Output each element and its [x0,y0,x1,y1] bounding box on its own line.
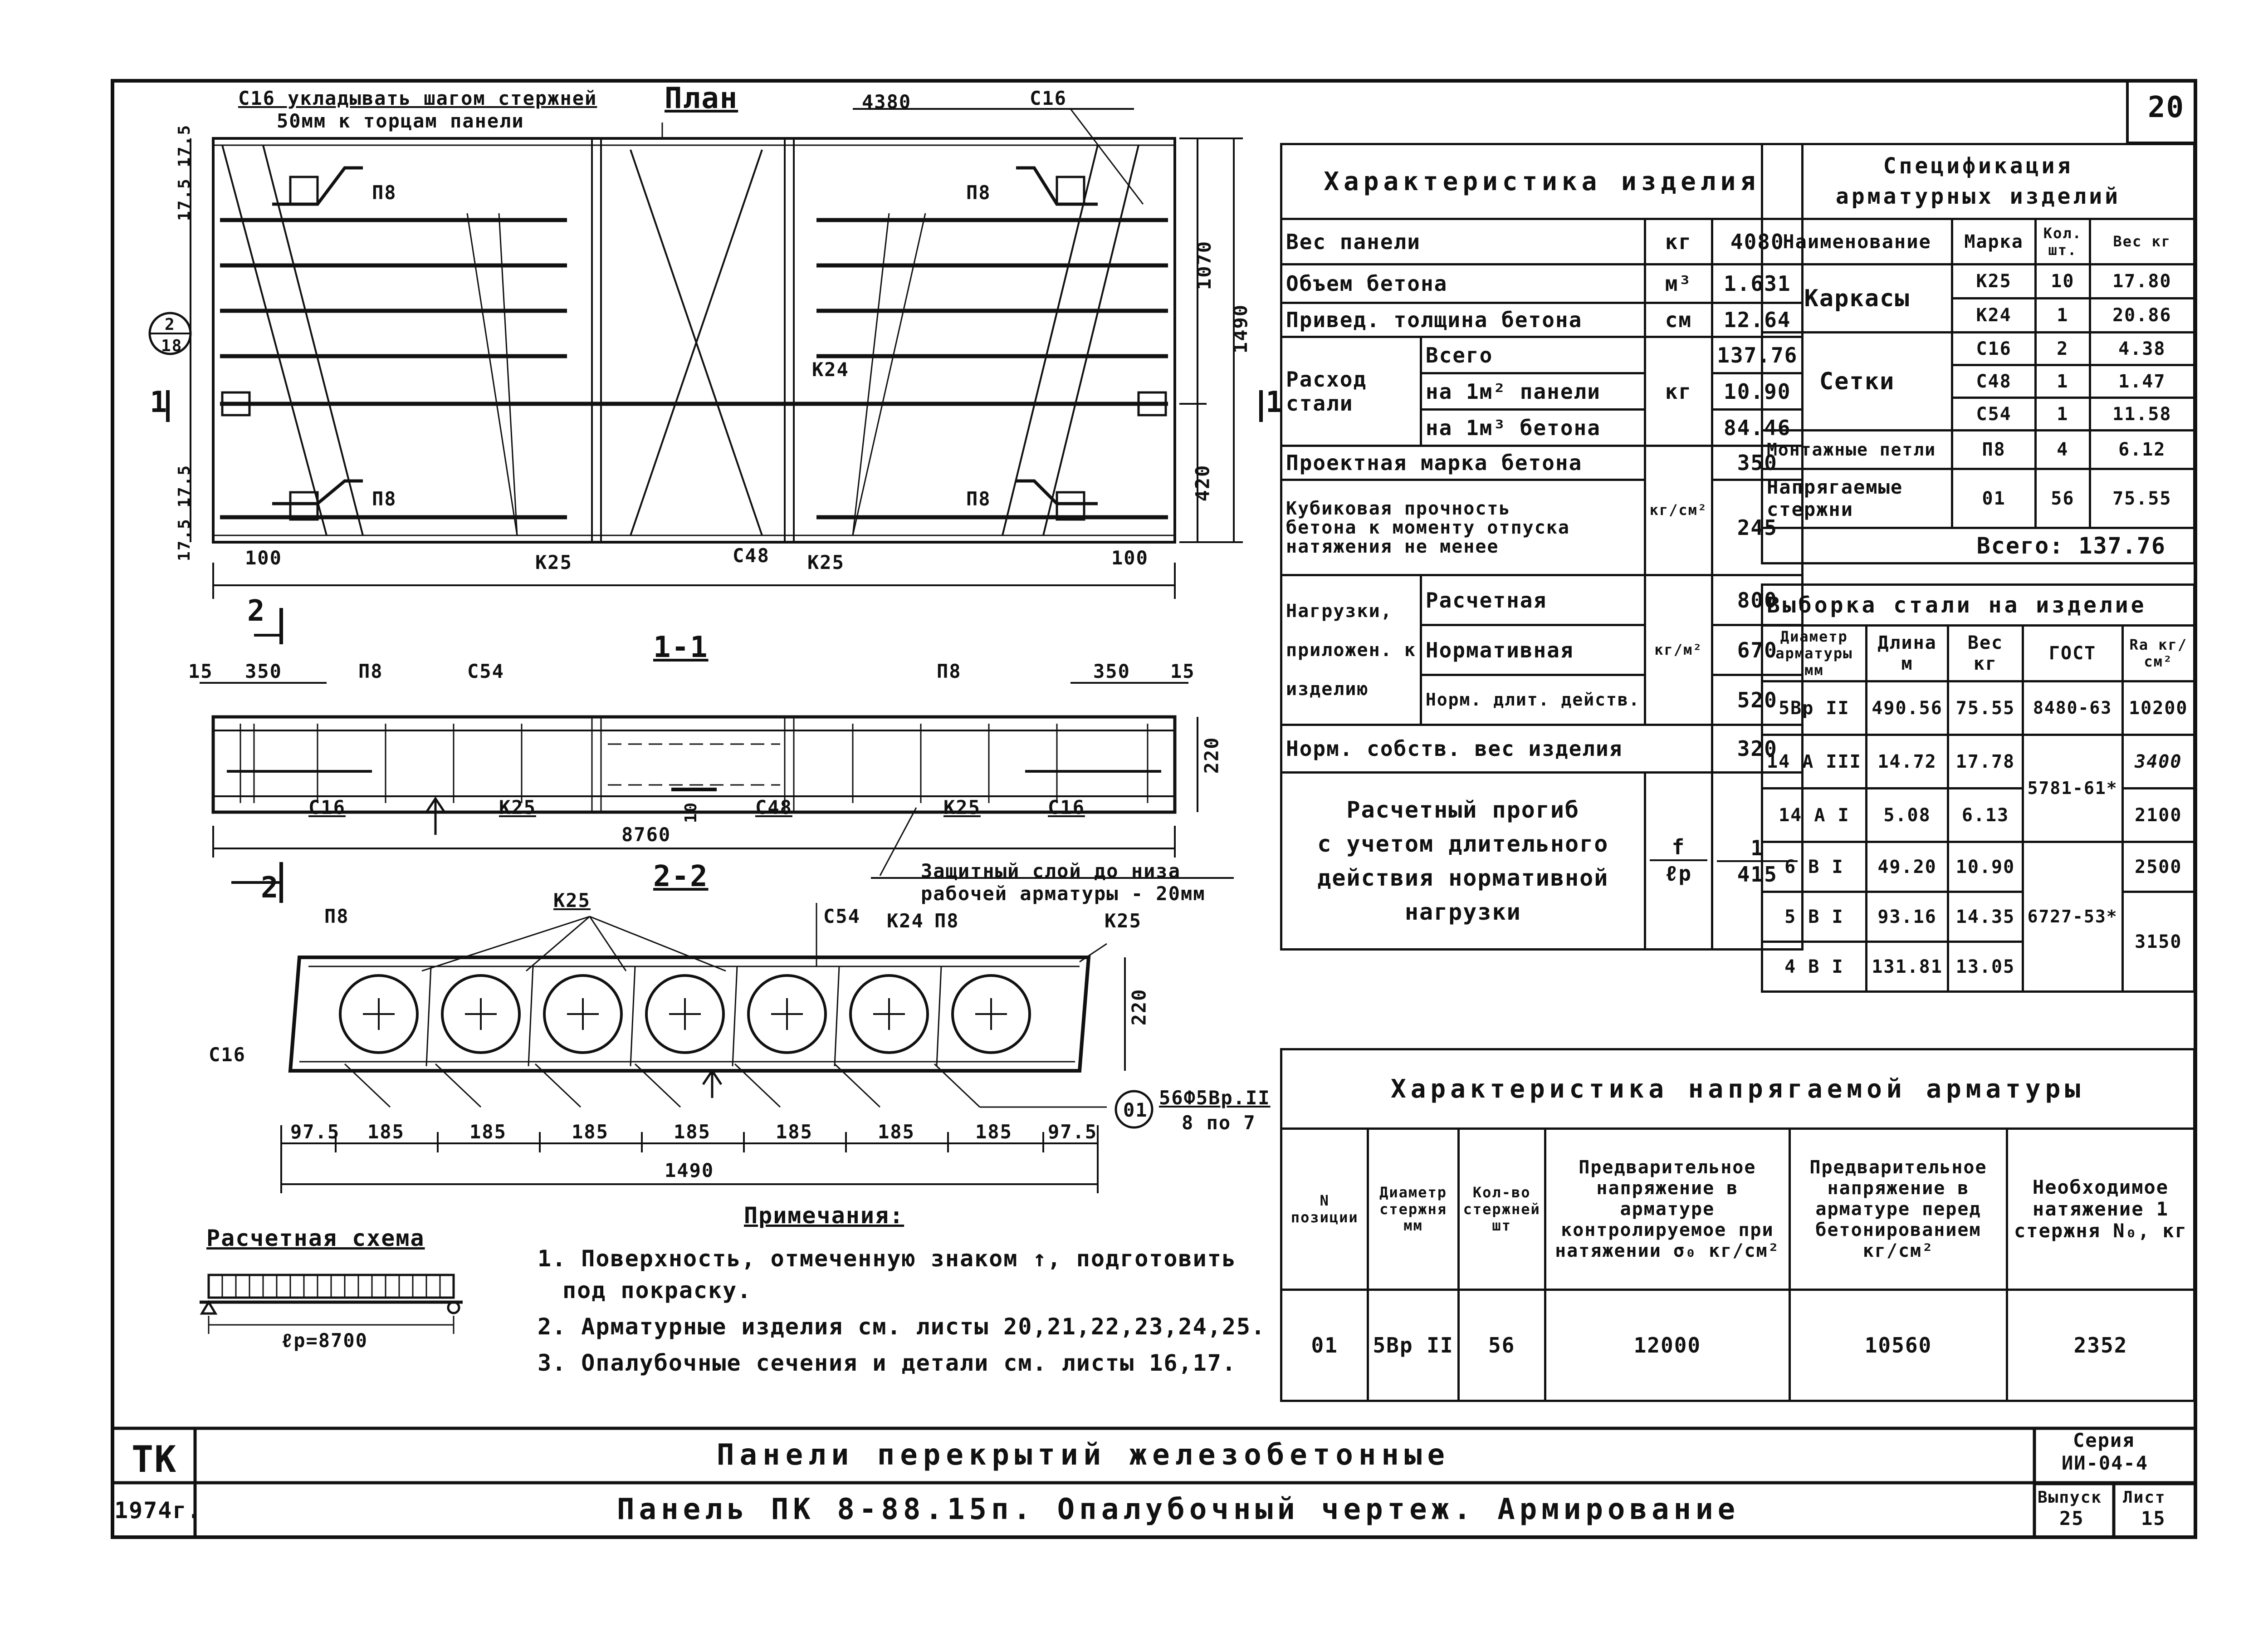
props-thick-label: Привед. толщина бетона [1281,303,1645,337]
plan-dim-left-bottom: 17.5 17.5 [175,464,194,562]
props-steel-row-2-value: 84.46 [1712,410,1803,446]
sec11-dim-10: 10 [682,801,701,823]
sec11-dim-350-left: 350 [245,660,282,682]
sample-row-4-len: 93.16 [1866,892,1948,942]
sec22-spacing-7: 185 [975,1121,1012,1143]
props-defl-label-3: действия нормативной [1317,864,1609,891]
plan-dim-1490: 1490 [1229,304,1252,354]
plan-dim-100-right: 100 [1111,547,1149,569]
sample-row-5-dia: 4 В I [1762,942,1867,992]
sample-head-gost: ГОСТ [2023,626,2122,681]
spec-head-qty: Кол. шт. [2036,219,2090,265]
props-defl-label-1: Расчетный прогиб [1346,796,1580,823]
sample-row-0-ra: 10200 [2122,681,2194,735]
sample-row-5-ra: 3150 [2122,892,2194,992]
sec11-dim-220: 220 [1200,736,1223,774]
sec22-spacing-0: 97.5 [290,1121,340,1143]
notes-item-3: 3. Опалубочные сечения и детали см. листы 16,17. [538,1350,1237,1376]
spec-head-mark: Марка [1952,219,2036,265]
title-series-label: Серия [2073,1429,2135,1451]
title-series-value: ИИ-04-4 [2062,1452,2149,1474]
props-load-row-1-label: Нормативная [1421,625,1645,675]
props-strength-value: 245 [1712,480,1803,575]
props-thick-unit: см [1645,303,1712,337]
prestress-control: 12000 [1545,1290,1789,1401]
spec-total: Всего: 137.76 [1762,528,2195,564]
props-strength-label-1: Кубиковая прочность [1286,498,1511,519]
sec22-p8-right: П8 [934,910,959,932]
spec-group-3-name: Напрягаемые стержни [1762,469,1952,528]
prestress-head-count: Кол-во стержней шт [1458,1129,1545,1290]
spec-row-01-mark: 01 [1952,469,2036,528]
page-number: 20 [2148,91,2185,124]
plan-k25-right: К25 [807,551,845,573]
sec22-k25-top: К25 [553,889,591,912]
sample-row-3-ra: 2500 [2122,842,2194,892]
sec22-k25-right: К25 [1105,910,1142,932]
sample-row-0-len: 490.56 [1866,681,1948,735]
spec-row-k24-qty: 1 [2036,299,2090,333]
props-volume-label: Объем бетона [1281,265,1645,303]
props-selfweight-label: Норм. собств. вес изделия [1281,725,1712,773]
prestress-head-tension: Необходимое натяжение 1 стержня N₀, кг [2007,1129,2195,1290]
sec22-dim-220: 220 [1128,988,1150,1026]
sample-gost-6727: 6727-53* [2023,842,2122,992]
prestress-head-position: N позиции [1281,1129,1368,1290]
sample-row-2-ra: 2100 [2122,789,2194,842]
plan-section-1-left: 1 [150,386,168,419]
plan-c48-label: С48 [733,544,770,567]
spec-row-c54-weight: 11.58 [2090,398,2194,431]
props-defl-unit-top: f [1650,835,1708,861]
sample-row-0-gost: 8480-63 [2023,681,2122,735]
props-load-label-3: изделию [1286,678,1369,700]
props-title: Характеристика изделия [1281,144,1803,219]
prestress-head-before: Предварительное напряжение в арматуре перед бетонированием кг/см² [1789,1129,2007,1290]
sec11-c16-right: С16 [1048,796,1085,818]
sec22-spacing-5: 185 [776,1121,813,1143]
prestress-pos: 01 [1281,1290,1368,1401]
sec11-cut-top: 2 [247,594,266,628]
spec-row-c16-weight: 4.38 [2090,333,2194,365]
spec-row-k25-qty: 10 [2036,265,2090,299]
section-1-1-title: 1-1 [653,631,709,664]
spec-row-p8-mark: П8 [1952,431,2036,469]
notes-item-0: 1. Поверхность, отмеченную знаком ↑, подготовить [538,1245,1237,1272]
props-steel-row-2-label: на 1м³ бетона [1421,410,1645,446]
sample-row-4-dia: 5 В I [1762,892,1867,942]
sample-head-length: Длина м [1866,626,1948,681]
sec11-cut-bottom: 2 [261,871,279,905]
sec22-spacing-2: 185 [469,1121,507,1143]
sec22-c16: С16 [209,1044,246,1066]
title-sub: Панель ПК 8-88.15п. Опалубочный чертеж. Армирование [617,1493,1740,1526]
sec11-dim-15-left: 15 [188,660,213,682]
plan-dim-left-top: 17.5 17.5 [175,124,194,221]
sec22-spacing-1: 185 [367,1121,405,1143]
props-volume-value: 1.631 [1712,265,1803,303]
sample-row-1-wt: 17.78 [1948,735,2023,789]
prestress-head-diameter: Диаметр стержня мм [1368,1129,1458,1290]
sample-row-1-ra: 3400 [2122,735,2194,789]
props-strength-label-3: натяжения не менее [1286,536,1499,557]
title-org: ТК [132,1438,177,1480]
plan-dim-100-left: 100 [245,547,282,569]
prestress-dia: 5Вр II [1368,1290,1458,1401]
sample-row-1-dia: 14 А III [1762,735,1867,789]
props-weight-label: Вес панели [1281,219,1645,265]
sec22-spacing-4: 185 [674,1121,711,1143]
props-thick-value: 12.64 [1712,303,1803,337]
props-defl-label-2: с учетом длительного [1317,830,1609,857]
sec11-k25-left: К25 [499,796,536,818]
spec-row-c54-mark: С54 [1952,398,2036,431]
sec11-p8-right: П8 [937,660,962,682]
props-load-row-2-value: 520 [1712,675,1803,725]
sec22-spacing-8: 97.5 [1048,1121,1098,1143]
spec-row-k24-mark: К24 [1952,299,2036,333]
spec-row-k25-mark: К25 [1952,265,2036,299]
sample-row-2-len: 5.08 [1866,789,1948,842]
sample-row-3-dia: 6 В I [1762,842,1867,892]
props-grade-value: 350 [1712,446,1803,480]
spec-title-2: арматурных изделий [1835,184,2121,209]
spec-row-c16-mark: С16 [1952,333,2036,365]
plan-p8-bottom-left: П8 [372,488,397,510]
spec-row-01-qty: 56 [2036,469,2090,528]
title-main: Панели перекрытий железобетонные [717,1438,1450,1472]
sec22-cover-note2: рабочей арматуры - 20мм [921,882,1206,905]
plan-callout-top: 2 [165,315,176,334]
spec-row-k25-weight: 17.80 [2090,265,2194,299]
spec-group-1-name: Сетки [1762,333,1952,431]
plan-title: План [665,82,738,115]
sample-head-ra: Ra кг/см² [2122,626,2194,681]
props-load-unit: кг/м² [1645,575,1712,725]
spec-head-name: Наименование [1762,219,1952,265]
props-steel-label: Расход стали [1281,337,1421,446]
plan-dim-420: 420 [1191,464,1214,502]
sec22-c54: С54 [823,905,860,927]
title-sheet-value: 15 [2141,1507,2166,1529]
prestress-tension: 2352 [2007,1290,2195,1401]
title-issue-label: Выпуск [2038,1488,2102,1507]
plan-callout-bottom: 18 [161,337,183,355]
props-steel-row-1-label: на 1м² панели [1421,373,1645,410]
plan-p8-top-left: П8 [372,181,397,204]
sec22-k24: К24 [887,910,924,932]
plan-dim-length: 4380 [862,91,912,113]
plan-section-1-right: 1 [1266,386,1284,419]
sec22-spacing-6: 185 [878,1121,915,1143]
sec11-c54: С54 [467,660,504,682]
prestress-count: 56 [1458,1290,1545,1401]
section-2-2-title: 2-2 [653,860,709,893]
sec22-spacing-3: 185 [572,1121,609,1143]
sec11-c16-left: С16 [308,796,346,818]
spec-row-c48-mark: С48 [1952,365,2036,398]
props-volume-unit: м³ [1645,265,1712,303]
spec-row-c48-qty: 1 [2036,365,2090,398]
spec-group-0-name: Каркасы [1762,265,1952,333]
sample-row-1-len: 14.72 [1866,735,1948,789]
props-load-label-2: приложен. к [1286,639,1416,661]
sec22-dim-1490: 1490 [665,1159,714,1181]
props-defl-value-top: 1 [1717,836,1798,862]
spec-row-c16-qty: 2 [2036,333,2090,365]
spec-head-weight: Вес кг [2090,219,2194,265]
prestress-title: Характеристика напрягаемой арматуры [1281,1049,2195,1129]
props-grade-label: Проектная марка бетона [1281,446,1645,480]
sec22-cover-note1: Защитный слой до низа [921,860,1181,882]
props-strength-unit: кг/см² [1645,446,1712,575]
spec-row-k24-weight: 20.86 [2090,299,2194,333]
sample-row-5-wt: 13.05 [1948,942,2023,992]
sec22-pos-01: 01 [1123,1099,1148,1121]
props-load-row-2-label: Норм. длит. действ. [1421,675,1645,725]
spec-row-01-weight: 75.55 [2090,469,2194,528]
sec11-dim-350-right: 350 [1093,660,1130,682]
sample-gost-5781: 5781-61* [2023,735,2122,842]
scheme-title: Расчетная схема [206,1225,425,1251]
title-year: 1974г. [114,1497,202,1524]
spec-row-p8-qty: 4 [2036,431,2090,469]
props-defl-label-4: нагрузки [1404,898,1521,925]
props-defl-value-bottom: 415 [1737,862,1778,887]
sample-row-0-dia: 5Вр II [1762,681,1867,735]
plan-c16-label: С16 [1030,87,1067,109]
sec11-dim-15-right: 15 [1170,660,1195,682]
plan-k25-left: К25 [535,551,572,573]
spec-group-2-name: Монтажные петли [1762,431,1952,469]
sample-title: Выборка стали на изделие [1762,585,2195,626]
plan-dim-1070: 1070 [1193,240,1216,290]
sample-row-2-wt: 6.13 [1948,789,2023,842]
props-steel-row-0-label: Всего [1421,337,1645,373]
spec-row-p8-weight: 6.12 [2090,431,2194,469]
notes-item-2: 2. Арматурные изделия см. листы 20,21,22,23,24,25. [538,1314,1266,1340]
sample-head-diameter: Диаметр арматуры мм [1762,626,1867,681]
props-defl-unit-bottom: ℓр [1665,861,1692,886]
props-weight-value: 4080 [1712,219,1803,265]
sec11-k25-right: К25 [943,796,981,818]
spec-row-c48-weight: 1.47 [2090,365,2194,398]
props-selfweight-value: 320 [1712,725,1803,773]
title-issue-value: 25 [2059,1507,2084,1529]
sample-row-5-len: 131.81 [1866,942,1948,992]
sec11-p8-left: П8 [358,660,383,682]
props-strength-label-2: бетона к моменту отпуска [1286,517,1570,538]
sample-head-weight: Вес кг [1948,626,2023,681]
plan-p8-top-right: П8 [966,181,991,204]
sec22-rebar-note2: 8 по 7 [1182,1112,1256,1134]
props-weight-unit: кг [1645,219,1712,265]
sample-row-4-wt: 14.35 [1948,892,2023,942]
title-sheet-label: Лист [2123,1488,2166,1507]
spec-title-1: Спецификация [1883,153,2073,179]
props-load-label-1: Нагрузки, [1286,600,1393,622]
notes-title: Примечания: [744,1202,904,1229]
sec11-dim-8760: 8760 [621,823,671,846]
prestress-head-control: Предварительное напряжение в арматуре контролируемое при натяжении σ₀ кг/см² [1545,1129,1789,1290]
sec22-rebar-note1: 56Ф5Вр.II [1159,1087,1271,1109]
plan-p8-bottom-right: П8 [966,488,991,510]
sec11-c48: С48 [755,796,792,818]
scheme-span: ℓр=8700 [281,1329,368,1352]
plan-note-line2: 50мм к торцам панели [277,110,524,132]
sample-row-0-wt: 75.55 [1948,681,2023,735]
props-steel-row-1-value: 10.90 [1712,373,1803,410]
notes-item-1: под покраску. [562,1277,752,1304]
props-steel-unit: кг [1645,337,1712,446]
prestress-before: 10560 [1789,1290,2007,1401]
props-steel-row-0-value: 137.76 [1712,337,1803,373]
plan-note-line1: С16 укладывать шагом стержней [238,87,597,109]
props-load-row-0-label: Расчетная [1421,575,1645,625]
props-load-row-0-value: 800 [1712,575,1803,625]
sample-row-2-dia: 14 А I [1762,789,1867,842]
props-load-row-1-value: 670 [1712,625,1803,675]
spec-row-c54-qty: 1 [2036,398,2090,431]
sec22-p8-left: П8 [324,905,349,927]
plan-k24-label: К24 [812,358,849,381]
sample-row-3-wt: 10.90 [1948,842,2023,892]
sample-row-3-len: 49.20 [1866,842,1948,892]
